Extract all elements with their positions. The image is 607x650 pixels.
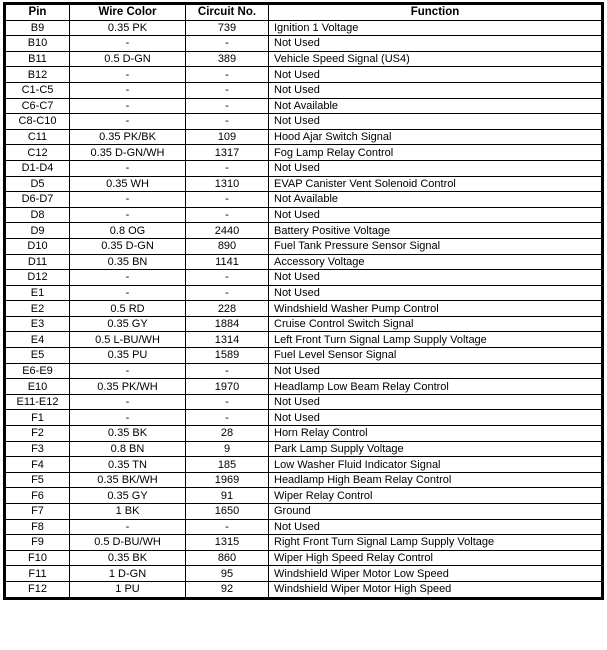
pin-cell: C6-C7	[6, 98, 70, 114]
table-row	[6, 550, 602, 566]
pin-cell: F10	[6, 550, 70, 566]
circuit-no-cell: 1310	[186, 176, 269, 192]
wire-color-cell: 0.35 D-GN	[70, 238, 186, 254]
pin-cell: B10	[6, 36, 70, 52]
table-row	[6, 67, 602, 83]
table-row	[6, 363, 602, 379]
wire-color-cell: -	[70, 98, 186, 114]
table-body	[6, 20, 602, 597]
header-circuit-no: Circuit No.	[186, 5, 269, 21]
circuit-no-cell: -	[186, 519, 269, 535]
wire-color-cell: -	[70, 363, 186, 379]
wire-color-cell: 1 PU	[70, 581, 186, 597]
table-row	[6, 394, 602, 410]
table-row	[6, 581, 602, 597]
wire-color-cell: 1 BK	[70, 504, 186, 520]
function-cell: Windshield Wiper Motor Low Speed	[269, 566, 602, 582]
circuit-no-cell: -	[186, 67, 269, 83]
table-row	[6, 301, 602, 317]
wire-color-cell: 0.5 D-GN	[70, 51, 186, 67]
table-row	[6, 379, 602, 395]
circuit-no-cell: 28	[186, 426, 269, 442]
function-cell: Fog Lamp Relay Control	[269, 145, 602, 161]
function-cell: Park Lamp Supply Voltage	[269, 441, 602, 457]
function-cell: EVAP Canister Vent Solenoid Control	[269, 176, 602, 192]
wire-color-cell: 0.5 L-BU/WH	[70, 332, 186, 348]
wire-color-cell: 0.35 BK	[70, 426, 186, 442]
wire-color-cell: -	[70, 192, 186, 208]
circuit-no-cell: 95	[186, 566, 269, 582]
function-cell: Fuel Tank Pressure Sensor Signal	[269, 238, 602, 254]
circuit-no-cell: -	[186, 285, 269, 301]
function-cell: Not Used	[269, 82, 602, 98]
table-row	[6, 160, 602, 176]
table-row	[6, 441, 602, 457]
circuit-no-cell: -	[186, 394, 269, 410]
circuit-no-cell: -	[186, 410, 269, 426]
wire-color-cell: 0.35 PU	[70, 348, 186, 364]
table-row	[6, 504, 602, 520]
pin-cell: F2	[6, 426, 70, 442]
table-row	[6, 410, 602, 426]
function-cell: Not Used	[269, 519, 602, 535]
table-header	[6, 5, 602, 21]
function-cell: Battery Positive Voltage	[269, 223, 602, 239]
pin-cell: D8	[6, 207, 70, 223]
wire-color-cell: -	[70, 519, 186, 535]
table-row	[6, 207, 602, 223]
pin-cell: F9	[6, 535, 70, 551]
circuit-no-cell: 185	[186, 457, 269, 473]
table-row	[6, 82, 602, 98]
function-cell: Not Available	[269, 192, 602, 208]
table-row	[6, 36, 602, 52]
pin-cell: F5	[6, 472, 70, 488]
table-row	[6, 457, 602, 473]
circuit-no-cell: 1884	[186, 316, 269, 332]
function-cell: Headlamp High Beam Relay Control	[269, 472, 602, 488]
pin-cell: F7	[6, 504, 70, 520]
pin-cell: D11	[6, 254, 70, 270]
table-row	[6, 114, 602, 130]
pin-cell: C12	[6, 145, 70, 161]
wire-color-cell: -	[70, 270, 186, 286]
wire-color-cell: 0.35 WH	[70, 176, 186, 192]
header-pin: Pin	[6, 5, 70, 21]
pin-cell: E5	[6, 348, 70, 364]
wire-color-cell: -	[70, 114, 186, 130]
table-row	[6, 20, 602, 36]
function-cell: Not Used	[269, 67, 602, 83]
circuit-no-cell: 890	[186, 238, 269, 254]
pin-cell: C11	[6, 129, 70, 145]
circuit-no-cell: 91	[186, 488, 269, 504]
pin-cell: D1-D4	[6, 160, 70, 176]
circuit-no-cell: -	[186, 114, 269, 130]
function-cell: Left Front Turn Signal Lamp Supply Voltage	[269, 332, 602, 348]
function-cell: Not Used	[269, 36, 602, 52]
pin-cell: B9	[6, 20, 70, 36]
circuit-no-cell: -	[186, 82, 269, 98]
circuit-no-cell: -	[186, 98, 269, 114]
header-wire-color: Wire Color	[70, 5, 186, 21]
function-cell: Not Used	[269, 207, 602, 223]
table-row	[6, 51, 602, 67]
function-cell: Not Used	[269, 363, 602, 379]
wire-color-cell: 0.8 OG	[70, 223, 186, 239]
pin-cell: E4	[6, 332, 70, 348]
function-cell: Headlamp Low Beam Relay Control	[269, 379, 602, 395]
wire-color-cell: 1 D-GN	[70, 566, 186, 582]
circuit-no-cell: -	[186, 36, 269, 52]
table-row	[6, 348, 602, 364]
table-row	[6, 332, 602, 348]
wire-color-cell: 0.35 GY	[70, 488, 186, 504]
circuit-no-cell: -	[186, 160, 269, 176]
wire-color-cell: 0.8 BN	[70, 441, 186, 457]
table-row	[6, 254, 602, 270]
circuit-no-cell: 1969	[186, 472, 269, 488]
pin-cell: E10	[6, 379, 70, 395]
table-row	[6, 426, 602, 442]
circuit-no-cell: 1317	[186, 145, 269, 161]
table-row	[6, 519, 602, 535]
function-cell: Cruise Control Switch Signal	[269, 316, 602, 332]
pin-cell: E3	[6, 316, 70, 332]
table-row	[6, 238, 602, 254]
table-row	[6, 270, 602, 286]
table-row	[6, 223, 602, 239]
circuit-no-cell: 1970	[186, 379, 269, 395]
function-cell: Not Used	[269, 410, 602, 426]
function-cell: Not Used	[269, 160, 602, 176]
pin-cell: F6	[6, 488, 70, 504]
pin-cell: F1	[6, 410, 70, 426]
wire-color-cell: -	[70, 285, 186, 301]
circuit-no-cell: -	[186, 270, 269, 286]
function-cell: Wiper Relay Control	[269, 488, 602, 504]
table-row	[6, 316, 602, 332]
wire-color-cell: -	[70, 207, 186, 223]
table-row	[6, 98, 602, 114]
header-function: Function	[269, 5, 602, 21]
wire-color-cell: 0.35 TN	[70, 457, 186, 473]
circuit-no-cell: 2440	[186, 223, 269, 239]
wire-color-cell: -	[70, 410, 186, 426]
wire-color-cell: -	[70, 160, 186, 176]
function-cell: Horn Relay Control	[269, 426, 602, 442]
wire-color-cell: -	[70, 36, 186, 52]
wire-color-cell: 0.35 BK/WH	[70, 472, 186, 488]
table-row	[6, 192, 602, 208]
wire-color-cell: 0.35 PK/BK	[70, 129, 186, 145]
wire-color-cell: 0.35 BK	[70, 550, 186, 566]
pin-cell: F3	[6, 441, 70, 457]
function-cell: Not Available	[269, 98, 602, 114]
table-row	[6, 472, 602, 488]
pin-cell: E2	[6, 301, 70, 317]
circuit-no-cell: 1314	[186, 332, 269, 348]
wire-color-cell: 0.5 D-BU/WH	[70, 535, 186, 551]
wire-color-cell: 0.5 RD	[70, 301, 186, 317]
function-cell: Right Front Turn Signal Lamp Supply Voltage	[269, 535, 602, 551]
pin-cell: C8-C10	[6, 114, 70, 130]
circuit-no-cell: 1650	[186, 504, 269, 520]
pin-cell: D10	[6, 238, 70, 254]
function-cell: Vehicle Speed Signal (US4)	[269, 51, 602, 67]
pin-cell: D6-D7	[6, 192, 70, 208]
circuit-no-cell: 109	[186, 129, 269, 145]
pin-cell: C1-C5	[6, 82, 70, 98]
circuit-no-cell: -	[186, 192, 269, 208]
pin-cell: B11	[6, 51, 70, 67]
function-cell: Not Used	[269, 270, 602, 286]
table-row	[6, 535, 602, 551]
table-row	[6, 145, 602, 161]
wire-color-cell: 0.35 PK/WH	[70, 379, 186, 395]
pin-cell: E1	[6, 285, 70, 301]
wire-color-cell: -	[70, 67, 186, 83]
table-row	[6, 129, 602, 145]
pinout-table	[5, 4, 602, 598]
circuit-no-cell: 92	[186, 581, 269, 597]
function-cell: Low Washer Fluid Indicator Signal	[269, 457, 602, 473]
header-row	[6, 5, 602, 21]
table-row	[6, 488, 602, 504]
function-cell: Ground	[269, 504, 602, 520]
function-cell: Wiper High Speed Relay Control	[269, 550, 602, 566]
function-cell: Not Used	[269, 394, 602, 410]
table-row	[6, 566, 602, 582]
circuit-no-cell: 1589	[186, 348, 269, 364]
wire-color-cell: -	[70, 394, 186, 410]
pin-cell: D12	[6, 270, 70, 286]
circuit-no-cell: 739	[186, 20, 269, 36]
wire-color-cell: -	[70, 82, 186, 98]
function-cell: Not Used	[269, 114, 602, 130]
table-row	[6, 285, 602, 301]
circuit-no-cell: 1315	[186, 535, 269, 551]
wire-color-cell: 0.35 D-GN/WH	[70, 145, 186, 161]
circuit-no-cell: 860	[186, 550, 269, 566]
function-cell: Fuel Level Sensor Signal	[269, 348, 602, 364]
wire-color-cell: 0.35 BN	[70, 254, 186, 270]
pin-cell: E6-E9	[6, 363, 70, 379]
function-cell: Windshield Washer Pump Control	[269, 301, 602, 317]
circuit-no-cell: 228	[186, 301, 269, 317]
pin-cell: F4	[6, 457, 70, 473]
pin-cell: D9	[6, 223, 70, 239]
wire-color-cell: 0.35 PK	[70, 20, 186, 36]
function-cell: Hood Ajar Switch Signal	[269, 129, 602, 145]
function-cell: Windshield Wiper Motor High Speed	[269, 581, 602, 597]
table-frame	[3, 2, 604, 600]
circuit-no-cell: 9	[186, 441, 269, 457]
pin-cell: E11-E12	[6, 394, 70, 410]
function-cell: Not Used	[269, 285, 602, 301]
table-row	[6, 176, 602, 192]
pin-cell: F11	[6, 566, 70, 582]
pin-cell: B12	[6, 67, 70, 83]
pin-cell: D5	[6, 176, 70, 192]
circuit-no-cell: -	[186, 207, 269, 223]
circuit-no-cell: -	[186, 363, 269, 379]
wire-color-cell: 0.35 GY	[70, 316, 186, 332]
function-cell: Ignition 1 Voltage	[269, 20, 602, 36]
pin-cell: F12	[6, 581, 70, 597]
pin-cell: F8	[6, 519, 70, 535]
circuit-no-cell: 1141	[186, 254, 269, 270]
circuit-no-cell: 389	[186, 51, 269, 67]
function-cell: Accessory Voltage	[269, 254, 602, 270]
